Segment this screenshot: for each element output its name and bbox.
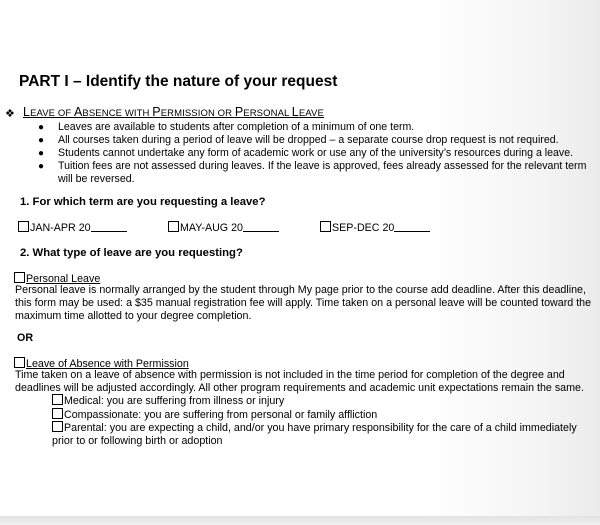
- question-term: 1. For which term are you requesting a leave?: [20, 196, 266, 208]
- bullet-text: Students cannot undertake any form of academic work or use any of the university’s resources during a leave.: [58, 147, 574, 159]
- bullet-dot-icon: ●: [38, 122, 45, 133]
- bullet-text: Tuition fees are not assessed during leaves. If the leave is approved, fees already assessed for the relevant term: [58, 160, 587, 172]
- personal-leave-description: [15, 284, 591, 323]
- heading-part: P: [234, 105, 244, 119]
- question-leave-type: 2. What type of leave are you requesting?: [20, 247, 243, 259]
- checkbox[interactable]: [18, 221, 29, 232]
- bullet-text: Leaves are available to students after completion of a minimum of one term.: [58, 121, 415, 133]
- part-title: PART I – Identify the nature of your request: [19, 73, 338, 90]
- checkbox[interactable]: [52, 394, 63, 405]
- diamond-bullet-icon: ❖: [5, 108, 15, 120]
- paragraph-line: this form may be used: a $35 manual registration fee will apply. Time taken on a personal leave will be counted toward the: [15, 297, 592, 309]
- list-item: [38, 134, 586, 147]
- paragraph-line: deadlines will be adjusted accordingly. All other program requirements and academic unit expectations remain the same.: [15, 382, 584, 394]
- reason-label: Medical: you are suffering from illness or injury: [64, 395, 285, 407]
- list-item: [38, 160, 586, 173]
- reason-label: Compassionate: you are suffering from personal or family affliction: [64, 408, 378, 421]
- checkbox[interactable]: [320, 221, 331, 232]
- heading-part: EAVE: [298, 108, 324, 119]
- bullet-text: All courses taken during a period of leave will be dropped – a separate course drop request is not required.: [58, 134, 559, 146]
- bullet-dot-icon: ●: [38, 135, 45, 146]
- heading-part: A: [73, 105, 83, 119]
- checkbox[interactable]: [52, 408, 63, 419]
- leave-of-absence-description: [15, 369, 584, 395]
- heading-part: ERSONAL: [243, 108, 292, 119]
- heading-part: ERMISSION OR: [160, 108, 235, 119]
- list-item: [38, 147, 586, 160]
- paragraph-line: maximum time allotted to your degree completion.: [15, 310, 252, 322]
- term-option-may-aug[interactable]: [168, 221, 279, 234]
- heading-part: BSENCE WITH: [82, 108, 153, 119]
- heading-part: EAVE OF: [30, 108, 74, 119]
- term-label: MAY-AUG 20: [180, 222, 243, 234]
- leave-of-absence-label: Leave of Absence with Permission: [26, 358, 189, 370]
- term-option-jan-apr[interactable]: [18, 221, 127, 234]
- reason-parental[interactable]: [52, 421, 577, 435]
- bullet-list: [38, 121, 586, 186]
- checkbox[interactable]: [168, 221, 179, 232]
- or-separator: OR: [17, 332, 34, 344]
- year-blank-field[interactable]: [394, 221, 430, 232]
- reason-medical[interactable]: [52, 394, 577, 408]
- year-blank-field[interactable]: [91, 221, 127, 232]
- year-blank-field[interactable]: [243, 221, 279, 232]
- list-item: [38, 121, 586, 134]
- checkbox[interactable]: [14, 357, 25, 368]
- page-edge-shadow: [0, 516, 600, 525]
- bullet-dot-icon: ●: [38, 161, 45, 172]
- checkbox[interactable]: [52, 421, 63, 432]
- term-label: JAN-APR 20: [30, 222, 91, 234]
- reason-parental-continued: prior to or following birth or adoption: [52, 434, 223, 447]
- paragraph-line: Personal leave is normally arranged by the student through My page prior to the course add deadline. After this deadline,: [15, 284, 586, 296]
- bullet-dot-icon: ●: [38, 148, 45, 159]
- term-option-sep-dec[interactable]: [320, 221, 430, 234]
- reason-compassionate[interactable]: [52, 408, 577, 422]
- heading-part: L: [291, 105, 299, 119]
- reason-label: Parental: you are expecting a child, and/or you have primary responsibility for the care of a child immediately: [64, 422, 577, 434]
- bullet-text-continued: will be reversed.: [58, 173, 135, 185]
- heading-part: L: [23, 105, 31, 119]
- term-label: SEP-DEC 20: [332, 222, 395, 234]
- leave-of-absence-reasons: [52, 394, 577, 447]
- checkbox[interactable]: [14, 272, 25, 283]
- heading-part: P: [152, 105, 161, 119]
- section-heading: [23, 105, 324, 119]
- paragraph-line: Time taken on a leave of absence with permission is not included in the time period for completion of the degree and: [15, 369, 565, 381]
- personal-leave-label: Personal Leave: [26, 273, 101, 285]
